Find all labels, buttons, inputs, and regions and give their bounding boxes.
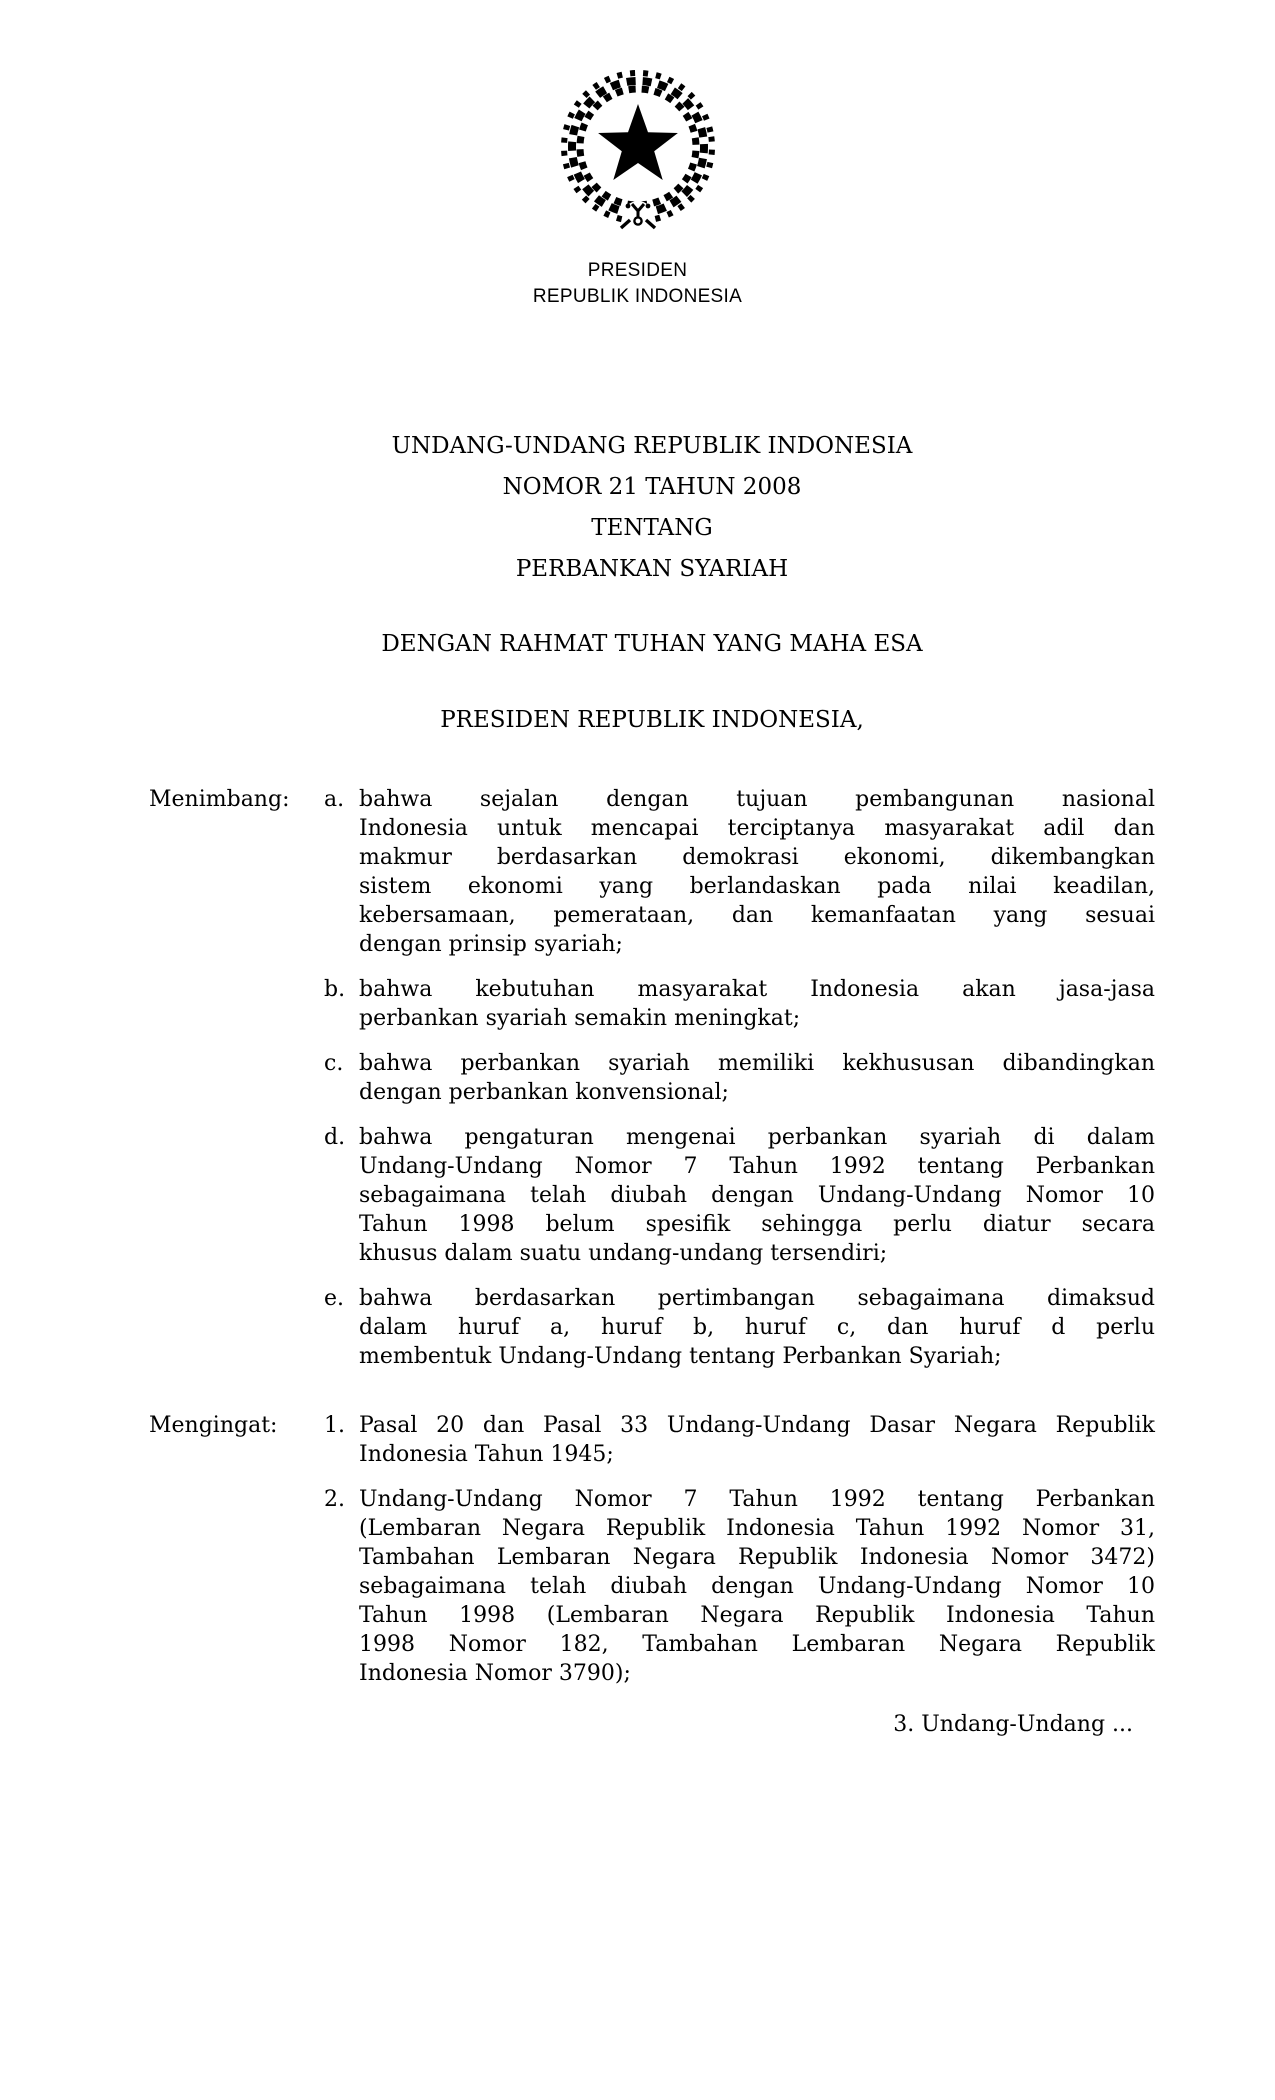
- text-line: Tambahan Lembaran Negara Republik Indonesia Nomor 3472): [359, 1545, 1155, 1570]
- seal-caption-republik-indonesia: REPUBLIK INDONESIA: [532, 286, 743, 307]
- text-line: Undang-Undang Nomor 7 Tahun 1992 tentang Perbankan: [359, 1487, 1155, 1512]
- item-text: [359, 785, 1155, 959]
- item-marker: a.: [324, 787, 345, 812]
- item-marker: b.: [324, 977, 346, 1002]
- text-line: Indonesia Nomor 3790);: [359, 1661, 631, 1686]
- text-line: kebersamaan, pemerataan, dan kemanfaatan yang sesuai: [359, 903, 1155, 928]
- item-text: [359, 1485, 1155, 1688]
- text-line: Undang-Undang Nomor 7 Tahun 1992 tentang Perbankan: [359, 1154, 1155, 1179]
- text-line: bahwa sejalan dengan tujuan pembangunan nasional: [359, 787, 1155, 812]
- consideration-item-a: [324, 785, 1155, 959]
- text-line: perbankan syariah semakin meningkat;: [359, 1006, 801, 1031]
- item-marker: 2.: [324, 1487, 345, 1512]
- item-text: [359, 1284, 1155, 1371]
- mengingat-items: [324, 1411, 1155, 1688]
- consideration-item-e: [324, 1284, 1155, 1371]
- document-title: [149, 426, 1155, 590]
- text-line: bahwa perbankan syariah memiliki kekhususan dibandingkan: [359, 1051, 1155, 1076]
- mengingat-label: Mengingat:: [149, 1413, 278, 1438]
- menimbang-label: Menimbang:: [149, 787, 290, 812]
- title-line-subject: PERBANKAN SYARIAH: [515, 556, 789, 582]
- consideration-item-c: [324, 1049, 1155, 1107]
- document-header: [0, 0, 1275, 310]
- menimbang-items: [324, 785, 1155, 1371]
- text-line: (Lembaran Negara Republik Indonesia Tahun 1992 Nomor 31,: [359, 1516, 1155, 1541]
- text-line: khusus dalam suatu undang-undang tersendiri;: [359, 1241, 888, 1266]
- text-line: sebagaimana telah diubah dengan Undang-Undang Nomor 10: [359, 1183, 1155, 1208]
- issuer-text: PRESIDEN REPUBLIK INDONESIA,: [440, 707, 864, 733]
- title-line-tentang: TENTANG: [591, 515, 713, 541]
- presidential-seal-icon: [558, 70, 718, 230]
- consideration-item-d: [324, 1123, 1155, 1268]
- title-line-law-name: UNDANG-UNDANG REPUBLIK INDONESIA: [391, 433, 913, 459]
- text-line: dalam huruf a, huruf b, huruf c, dan huruf d perlu: [359, 1315, 1155, 1340]
- menimbang-section: [149, 785, 1155, 1371]
- text-line: makmur berdasarkan demokrasi ekonomi, dikembangkan: [359, 845, 1155, 870]
- item-marker: e.: [324, 1286, 345, 1311]
- title-line-number-year: NOMOR 21 TAHUN 2008: [502, 474, 802, 500]
- text-line: sebagaimana telah diubah dengan Undang-Undang Nomor 10: [359, 1574, 1155, 1599]
- text-line: Tahun 1998 (Lembaran Negara Republik Indonesia Tahun: [359, 1603, 1155, 1628]
- text-line: membentuk Undang-Undang tentang Perbankan Syariah;: [359, 1344, 1002, 1369]
- text-line: Indonesia Tahun 1945;: [359, 1442, 614, 1467]
- text-line: bahwa kebutuhan masyarakat Indonesia akan jasa-jasa: [359, 977, 1155, 1002]
- item-marker: c.: [324, 1051, 344, 1076]
- text-line: dengan prinsip syariah;: [359, 932, 623, 957]
- item-marker: d.: [324, 1125, 346, 1150]
- text-line: bahwa berdasarkan pertimbangan sebagaimana dimaksud: [359, 1286, 1155, 1311]
- text-line: Indonesia untuk mencapai terciptanya masyarakat adil dan: [359, 816, 1155, 841]
- page-catchword: 3. Undang-Undang ...: [893, 1712, 1133, 1737]
- seal-caption-presiden: PRESIDEN: [587, 260, 688, 281]
- invocation-text: DENGAN RAHMAT TUHAN YANG MAHA ESA: [381, 631, 923, 657]
- item-text: [359, 1049, 1155, 1107]
- item-text: [359, 1123, 1155, 1268]
- mengingat-clause: [149, 1411, 1155, 1688]
- item-text: [359, 1411, 1155, 1469]
- seal-caption: [0, 258, 1275, 310]
- text-line: Tahun 1998 belum spesifik sehingga perlu diatur secara: [359, 1212, 1155, 1237]
- menimbang-clause: [149, 785, 1155, 1371]
- item-text: [359, 975, 1155, 1033]
- document-body: [149, 426, 1155, 1739]
- text-line: sistem ekonomi yang berlandaskan pada nilai keadilan,: [359, 874, 1155, 899]
- consideration-item-b: [324, 975, 1155, 1033]
- mengingat-section: [149, 1411, 1155, 1688]
- text-line: dengan perbankan konvensional;: [359, 1080, 729, 1105]
- text-line: bahwa pengaturan mengenai perbankan syariah di dalam: [359, 1125, 1155, 1150]
- text-line: Pasal 20 dan Pasal 33 Undang-Undang Dasar Negara Republik: [359, 1413, 1155, 1438]
- text-line: 1998 Nomor 182, Tambahan Lembaran Negara Republik: [359, 1632, 1155, 1657]
- item-marker: 1.: [324, 1413, 345, 1438]
- legal-basis-item-2: [324, 1485, 1155, 1688]
- legal-basis-item-1: [324, 1411, 1155, 1469]
